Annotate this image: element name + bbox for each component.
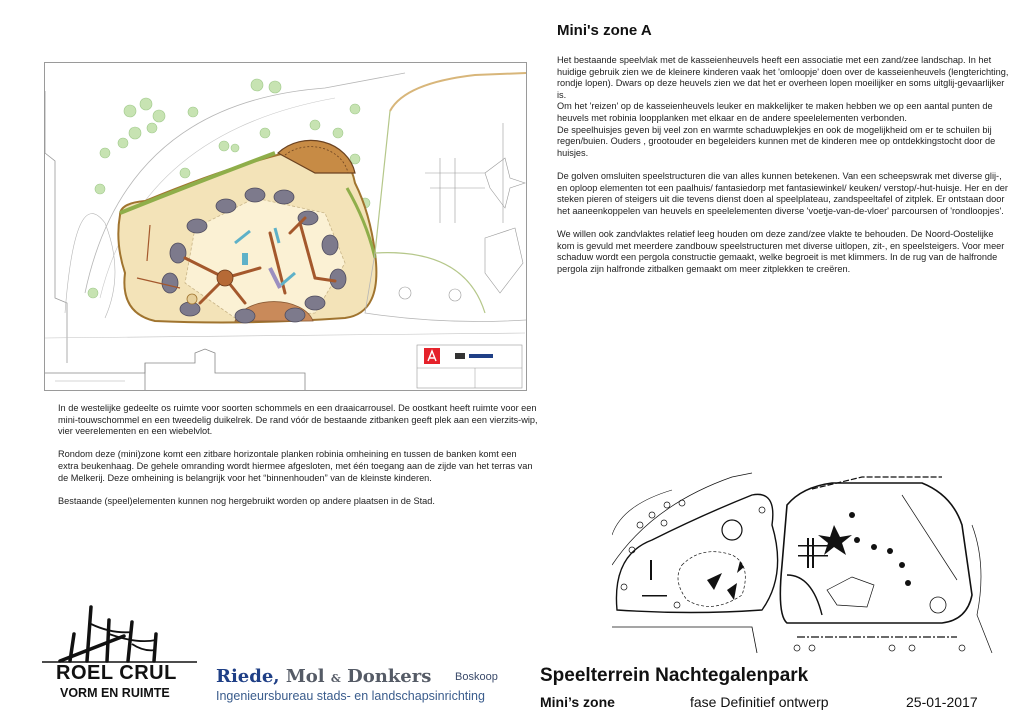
roel-crul-tagline: VORM EN RUIMTE <box>60 686 170 700</box>
rmd-mol: Mol <box>285 666 325 687</box>
climbing-net-structures <box>399 123 525 301</box>
rmd-riede: Riede, <box>216 666 280 687</box>
rmd-place: Boskoop <box>455 671 498 683</box>
title-block <box>417 345 522 388</box>
zone-label: Mini’s zone <box>540 694 615 710</box>
rmd-amp: & <box>330 672 341 685</box>
colored-site-plan <box>44 62 527 391</box>
description-left <box>58 403 538 519</box>
paragraph: Bestaande (speel)elementen kunnen nog hergebruikt worden op andere plaatsen in de Stad. <box>58 495 435 506</box>
paragraph: We willen ook zandvlaktes relatief leeg houden om deze zand/zee vlakte te behouden. De Noord-Oostelijke kom is gevuld met meerdere zandbouw speelstructuren met diverse uitlopen, zit-, en speelsteigers. Voor meer schaduw wordt een pergola constructie gemaakt, welke begroeit is met klimmers. In de rug van de halfronde pergola zijn halfronde zitbalken gemaakt om meer zitplekken te creëren. <box>557 228 1005 274</box>
rmd-tagline: Ingenieursbureau stads- en landschapsinrichting <box>216 689 485 703</box>
paragraph-text: Om het 'reizen' op de kasseienheuvels leuker en makkelijker te maken hebben we op een aantal punten de heuvels met robinia loopplanken met elkaar en de andere speelelementen verbonden. <box>557 101 993 123</box>
paragraph-text: De speelhuisjes geven bij veel zon en warmte schaduwplekjes en ook de mogelijkheid om er te schuilen bij regen/buien. Ouders , grootouder en begeleiders kunnen met de kinderen mee op ontdekkingstocht door de huisjes. <box>557 124 996 158</box>
paragraph: In de westelijke gedeelte os ruimte voor soorten schommels en een draaicarrousel. De oostkant heeft ruimte voor een mini-touwschommel en een tweedelig duikelrek. De rand vóór de bestaande zitbanken geeft plek aan een vierzits-wip, vier veerelementen en een wiebelvlot. <box>58 403 538 437</box>
section-title: Mini's zone A <box>557 22 652 39</box>
paragraph: De golven omsluiten speelstructuren die van alles kunnen betekenen. Van een scheepswrak met diverse glij-, en oploop elementen tot een paalhuis/ fantasiedorp met fantasiewinkel/ keuken/ verstop/-hut-huisje. Her en der steken pieren of steigers uit die tevens dienst doen al speelplateau, zandspeeltafel of zitplek. Er ontstaan door het aaneenkoppelen van heuvels en speelelementen diverse 'voetje-van-de-vloer' parcoursen of 'rondloopjes'. <box>557 170 1008 216</box>
date-label: 25-01-2017 <box>906 694 978 710</box>
bw-plan-drawing <box>612 465 1002 653</box>
rmd-donkers: Donkers <box>347 666 432 687</box>
project-title: Speelterrein Nachtegalenpark <box>540 665 809 686</box>
black-white-site-plan <box>612 465 1002 653</box>
phase-label: fase Definitief ontwerp <box>690 694 829 710</box>
description-right <box>557 55 1012 287</box>
paragraph <box>557 55 1012 159</box>
paragraph-text: Het bestaande speelvlak met de kasseienheuvels heeft een associatie met een zand/zee landschap. In het huidige gebruik zien we de kleinere kinderen vaak het 'omloopje' doen over de kasseienheuvels (lengterichting, rondje lopen). Dwars op deze heuvels zien we dat het er overheen lopen moeilijker en soms uitglij-gevaarlijker is. <box>557 55 1009 100</box>
site-plan-drawing <box>45 63 526 390</box>
paragraph: Rondom deze (mini)zone komt een zitbare horizontale planken robinia omheining en tussen de banken komt een extra beukenhaag. De gehele omranding wordt hiermee afgesloten, met één toegang aan de zijde van het terras van de Melkerij. Deze omheining is belangrijk voor het “binnenhouden” van de kleinste kinderen. <box>58 449 533 483</box>
rmd-logo <box>216 666 431 687</box>
roel-crul-name: ROEL CRUL <box>56 662 177 684</box>
